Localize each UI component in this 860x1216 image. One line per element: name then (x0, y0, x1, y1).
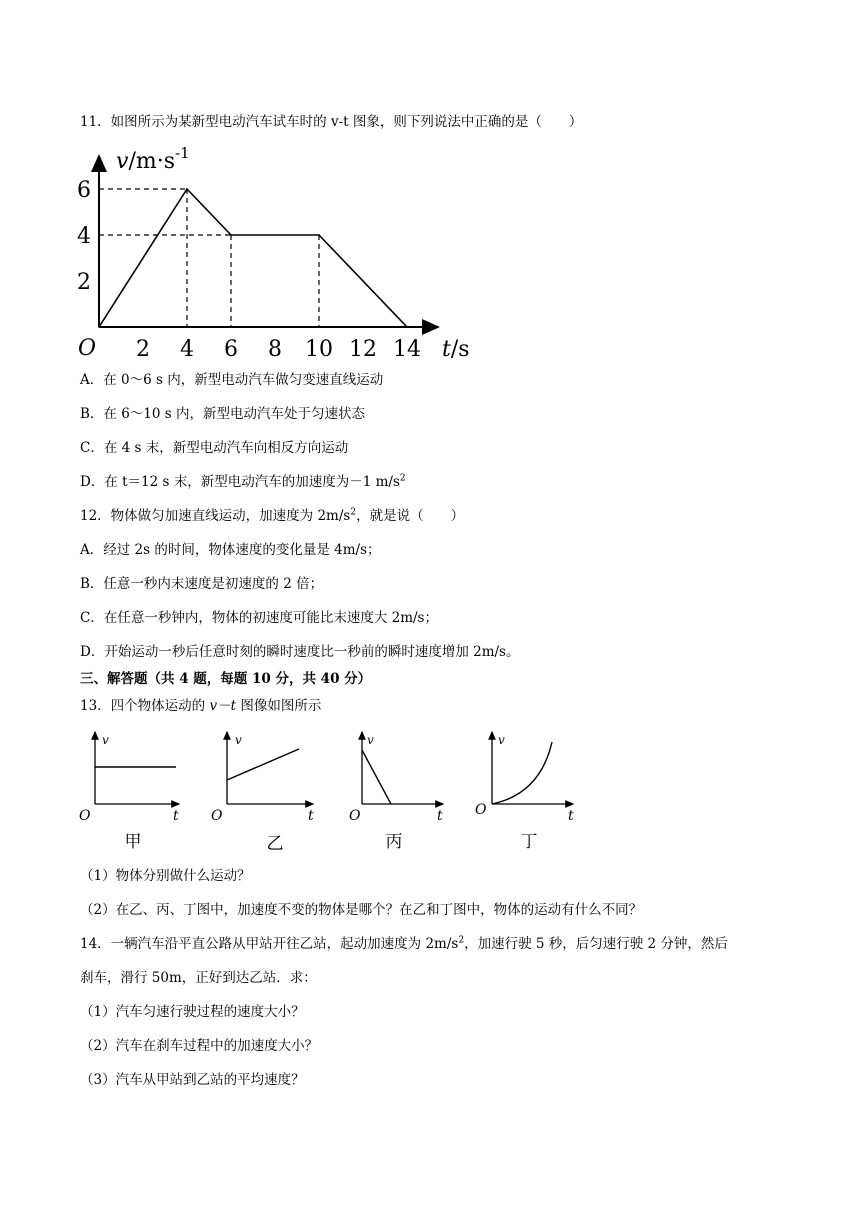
svg-text:O: O (475, 802, 487, 818)
caption-jia: 甲 (124, 832, 142, 852)
q11-option-b: B．在 6～10 s 内，新型电动汽车处于匀速状态 (80, 406, 365, 422)
x-tick-label-8: 8 (268, 337, 282, 362)
q12-option-c: C．在任意一秒钟内，物体的初速度可能比末速度大 2m/s； (80, 610, 438, 626)
q12-stem: 12．物体做匀加速直线运动，加速度为 $2m/s^2$，就是说（ ） (80, 507, 465, 524)
q14-stem-line2: 刹车，滑行 50m，正好到达乙站．求： (80, 970, 317, 986)
data-point-14 (406, 326, 408, 328)
svg-text:O: O (349, 808, 361, 824)
graph-yi-line (227, 749, 299, 780)
svg-text:O: O (79, 808, 91, 824)
q13-stem: 13．四个物体运动的 v－t 图像如图所示 (80, 698, 322, 714)
x-axis-label: t/s (442, 337, 470, 362)
q11-vt-graph (70, 142, 490, 362)
q14-stem-line1: 14．一辆汽车沿平直公路从甲站开往乙站，起动加速度为 $2m/s^2$，加速行驶 5 秒，后匀速行驶 2 分钟，然后 (80, 935, 728, 952)
q13-sub-2: （2）在乙、丙、丁图中，加速度不变的物体是哪个？在乙和丁图中，物体的运动有什么不同？ (80, 902, 643, 918)
y-tick-label-6: 6 (77, 178, 91, 203)
q14-sub-3: （3）汽车从甲站到乙站的平均速度？ (80, 1072, 305, 1088)
x-tick-label-2: 2 (136, 337, 150, 362)
q11-option-d: D．在 t＝12 s 末，新型电动汽车的加速度为－1 $m/s^2$ (80, 473, 406, 490)
q13-sub-1: （1）物体分别做什么运动？ (80, 868, 251, 884)
q11-stem: 11．如图所示为某新型电动汽车试车时的 v-t 图象，则下列说法中正确的是（ ） (80, 114, 583, 130)
svg-text:v: v (498, 733, 505, 747)
svg-text:t: t (437, 808, 443, 824)
velocity-series-line (99, 189, 407, 327)
x-tick-label-6: 6 (224, 337, 238, 362)
data-point-6 (230, 234, 232, 236)
q11-option-c: C．在 4 s 末，新型电动汽车向相反方向运动 (80, 440, 349, 456)
q11-option-a: A．在 0～6 s 内，新型电动汽车做匀变速直线运动 (80, 372, 384, 388)
q14-sub-2: （2）汽车在刹车过程中的加速度大小？ (80, 1038, 319, 1054)
caption-ding: 丁 (520, 832, 538, 852)
svg-text:v: v (235, 733, 242, 747)
x-tick-label-10: 10 (305, 337, 333, 362)
y-tick-label-2: 2 (77, 270, 91, 295)
y-tick-label-4: 4 (77, 224, 91, 249)
q12-option-d: D．开始运动一秒后任意时刻的瞬时速度比一秒前的瞬时速度增加 2m/s。 (80, 644, 520, 660)
svg-text:O: O (211, 808, 223, 824)
graph-jia (79, 732, 179, 852)
x-tick-label-4: 4 (180, 337, 194, 362)
q13-four-graphs (75, 728, 595, 858)
data-point-0 (98, 326, 100, 328)
caption-bing: 丙 (385, 832, 403, 852)
section-heading: 三、解答题（共 4 题，每题 10 分，共 40 分） (80, 671, 372, 687)
x-tick-label-14: 14 (393, 337, 421, 362)
graph-yi (211, 732, 314, 854)
graph-ding (475, 732, 574, 852)
q12-option-b: B．任意一秒内末速度是初速度的 2 倍； (80, 576, 324, 592)
graph-ding-curve (492, 742, 552, 804)
svg-text:t: t (568, 808, 574, 824)
x-tick-label-12: 12 (349, 337, 377, 362)
q12-option-a: A．经过 2s 的时间，物体速度的变化量是 4m/s； (80, 542, 381, 558)
graph-bing-line (362, 750, 391, 804)
svg-text:v: v (367, 733, 374, 747)
y-axis-label: $v/m\cdot s^{-1}$ (116, 144, 190, 174)
origin-label: O (78, 336, 97, 361)
svg-text:t: t (173, 808, 179, 824)
graph-bing (349, 732, 443, 852)
data-point-4 (186, 188, 188, 190)
svg-text:v: v (102, 733, 109, 747)
caption-yi: 乙 (266, 834, 284, 854)
data-point-10 (318, 234, 320, 236)
q14-sub-1: （1）汽车匀速行驶过程的速度大小？ (80, 1004, 305, 1020)
svg-text:t: t (308, 808, 314, 824)
